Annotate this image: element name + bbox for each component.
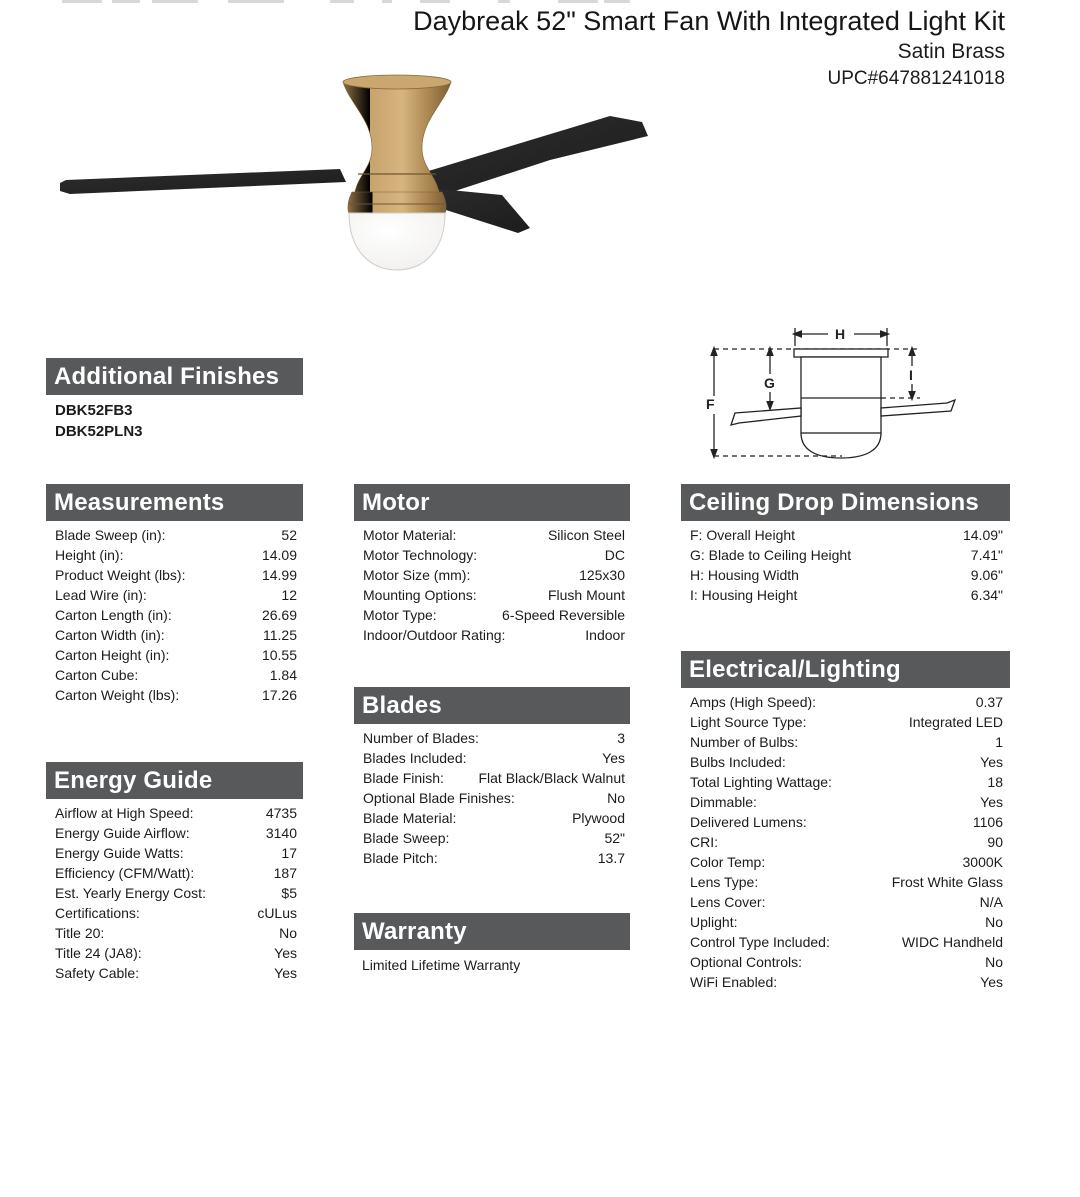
- spec-label: H: Housing Width: [690, 567, 799, 583]
- spec-label: G: Blade to Ceiling Height: [690, 547, 852, 563]
- section-warranty: [354, 913, 630, 974]
- spec-label: Carton Weight (lbs):: [55, 687, 180, 703]
- spec-label: Uplight:: [690, 914, 738, 930]
- spec-label: Carton Height (in):: [55, 647, 170, 663]
- spec-label: Lens Type:: [690, 874, 759, 890]
- spec-row: [46, 605, 303, 625]
- spec-value: Frost White Glass: [891, 874, 1003, 890]
- spec-value: Integrated LED: [908, 714, 1003, 730]
- spec-label: CRI:: [690, 834, 718, 850]
- spec-row: [46, 685, 303, 705]
- spec-label: Certifications:: [55, 905, 140, 921]
- spec-value: 12: [281, 587, 297, 603]
- spec-value: Flat Black/Black Walnut: [478, 770, 625, 786]
- spec-value: N/A: [979, 894, 1003, 910]
- energy-guide-rows: [46, 803, 303, 983]
- spec-label: Est. Yearly Energy Cost:: [55, 885, 206, 901]
- spec-row: [681, 752, 1010, 772]
- spec-value: 14.99: [261, 567, 297, 583]
- spec-value: 17: [281, 845, 297, 861]
- warranty-text: Limited Lifetime Warranty: [362, 957, 521, 973]
- spec-label: Efficiency (CFM/Watt):: [55, 865, 195, 881]
- spec-label: Motor Technology:: [363, 547, 478, 563]
- spec-label: Carton Length (in):: [55, 607, 172, 623]
- spec-row: [681, 852, 1010, 872]
- spec-label: Title 20:: [55, 925, 105, 941]
- spec-row: [46, 645, 303, 665]
- spec-value: Indoor: [585, 627, 625, 643]
- spec-row: [681, 565, 1010, 585]
- spec-row: [354, 625, 630, 645]
- spec-row: [681, 832, 1010, 852]
- spec-row: [681, 872, 1010, 892]
- spec-row: [354, 808, 630, 828]
- spec-value: 11.25: [263, 627, 297, 643]
- spec-value: 0.37: [975, 694, 1003, 710]
- section-header-warranty: Warranty: [354, 913, 630, 950]
- spec-label: Amps (High Speed):: [690, 694, 817, 710]
- spec-label: Lens Cover:: [690, 894, 766, 910]
- blades-rows: [354, 728, 630, 868]
- spec-value: 187: [273, 865, 297, 881]
- spec-row: [681, 812, 1010, 832]
- spec-label: WiFi Enabled:: [690, 974, 778, 990]
- spec-value: Yes: [980, 974, 1003, 990]
- spec-value: 125x30: [579, 567, 625, 583]
- diagram-label-h: H: [835, 326, 846, 342]
- spec-value: 7.41": [970, 547, 1003, 563]
- spec-row: [681, 732, 1010, 752]
- spec-row: [354, 565, 630, 585]
- spec-value: Yes: [602, 750, 625, 766]
- spec-label: Blades Included:: [363, 750, 467, 766]
- spec-label: I: Housing Height: [690, 587, 798, 603]
- spec-value: 6.34": [970, 587, 1003, 603]
- spec-label: Title 24 (JA8):: [55, 945, 142, 961]
- finish-list: [46, 400, 303, 442]
- section-header-electrical: Electrical/Lighting: [681, 651, 1010, 688]
- section-energy-guide: [46, 762, 303, 983]
- section-header-measurements: Measurements: [46, 484, 303, 521]
- spec-value: 1106: [972, 814, 1003, 830]
- spec-label: Motor Size (mm):: [363, 567, 471, 583]
- spec-label: Blade Finish:: [363, 770, 444, 786]
- spec-value: Plywood: [572, 810, 625, 826]
- spec-row: [681, 912, 1010, 932]
- spec-value: 10.55: [261, 647, 297, 663]
- spec-row: [354, 585, 630, 605]
- spec-value: 18: [987, 774, 1003, 790]
- spec-row: [46, 803, 303, 823]
- finish-item: DBK52FB3: [55, 402, 133, 419]
- spec-value: 3140: [265, 825, 297, 841]
- fan-housing-cap: [343, 75, 451, 89]
- section-additional-finishes: [46, 358, 303, 442]
- spec-value: Flush Mount: [547, 587, 625, 603]
- spec-row: [46, 943, 303, 963]
- spec-label: Motor Type:: [363, 607, 437, 623]
- measurements-rows: [46, 525, 303, 705]
- electrical-rows: [681, 692, 1010, 992]
- spec-row: [46, 923, 303, 943]
- spec-row: [681, 792, 1010, 812]
- spec-label: Lead Wire (in):: [55, 587, 147, 603]
- section-header-motor: Motor: [354, 484, 630, 521]
- spec-value: 52": [604, 830, 625, 846]
- spec-row: [354, 788, 630, 808]
- motor-rows: [354, 525, 630, 645]
- spec-label: Airflow at High Speed:: [55, 805, 194, 821]
- section-header-blades: Blades: [354, 687, 630, 724]
- spec-value: 1.84: [269, 667, 297, 683]
- spec-row: [681, 545, 1010, 565]
- spec-row: [354, 828, 630, 848]
- spec-value: 6-Speed Reversible: [502, 607, 625, 623]
- spec-label: Mounting Options:: [363, 587, 477, 603]
- spec-row: [681, 972, 1010, 992]
- spec-row: [46, 585, 303, 605]
- spec-value: DC: [604, 547, 625, 563]
- spec-value: Yes: [980, 754, 1003, 770]
- spec-label: Optional Blade Finishes:: [363, 790, 515, 806]
- section-header-ceiling-drop: Ceiling Drop Dimensions: [681, 484, 1010, 521]
- section-header-energy-guide: Energy Guide: [46, 762, 303, 799]
- spec-row: [46, 963, 303, 983]
- spec-label: Delivered Lumens:: [690, 814, 807, 830]
- spec-label: Indoor/Outdoor Rating:: [363, 627, 506, 643]
- spec-label: Product Weight (lbs):: [55, 567, 186, 583]
- spec-label: F: Overall Height: [690, 527, 796, 543]
- spec-value: 1: [995, 734, 1003, 750]
- spec-label: Blade Pitch:: [363, 850, 438, 866]
- spec-value: 26.69: [261, 607, 297, 623]
- spec-label: Blade Material:: [363, 810, 457, 826]
- spec-label: Motor Material:: [363, 527, 457, 543]
- section-ceiling-drop-dimensions: [681, 484, 1010, 605]
- product-finish: Satin Brass: [897, 40, 1005, 63]
- ceiling-drop-rows: [681, 525, 1010, 605]
- product-title: Daybreak 52" Smart Fan With Integrated Light Kit: [413, 6, 1005, 36]
- spec-value: Yes: [274, 945, 297, 961]
- spec-value: 4735: [265, 805, 297, 821]
- spec-label: Number of Blades:: [363, 730, 479, 746]
- section-measurements: [46, 484, 303, 705]
- fan-housing: [343, 82, 451, 202]
- spec-row: [681, 932, 1010, 952]
- ceiling-drop-diagram: [690, 320, 1020, 470]
- product-upc: UPC#647881241018: [827, 68, 1005, 89]
- spec-value: 14.09": [962, 527, 1003, 543]
- spec-value: 3: [617, 730, 625, 746]
- spec-label: Optional Controls:: [690, 954, 803, 970]
- spec-label: Safety Cable:: [55, 965, 140, 981]
- spec-label: Height (in):: [55, 547, 124, 563]
- spec-value: Silicon Steel: [547, 527, 625, 543]
- spec-row: [46, 665, 303, 685]
- spec-row: [681, 692, 1010, 712]
- spec-row: [46, 863, 303, 883]
- spec-value: 14.09: [261, 547, 297, 563]
- spec-row: [354, 525, 630, 545]
- fan-glass-globe: [349, 213, 445, 270]
- spec-value: Yes: [980, 794, 1003, 810]
- spec-row: [354, 605, 630, 625]
- diagram-label-i: I: [909, 367, 913, 383]
- spec-label: Bulbs Included:: [690, 754, 786, 770]
- spec-row: [46, 823, 303, 843]
- spec-row: [46, 545, 303, 565]
- section-blades: [354, 687, 630, 868]
- spec-label: Color Temp:: [690, 854, 766, 870]
- spec-row: [46, 903, 303, 923]
- spec-value: 17.26: [261, 687, 297, 703]
- spec-row: [681, 585, 1010, 605]
- spec-row: [354, 848, 630, 868]
- fan-light-rim: [348, 192, 446, 214]
- spec-value: No: [279, 925, 297, 941]
- spec-value: WIDC Handheld: [901, 934, 1003, 950]
- spec-value: $5: [281, 885, 297, 901]
- spec-row: [46, 843, 303, 863]
- spec-label: Blade Sweep:: [363, 830, 450, 846]
- section-electrical-lighting: [681, 651, 1010, 992]
- spec-row: [46, 565, 303, 585]
- fan-product-image: [50, 70, 650, 275]
- spec-label: Carton Width (in):: [55, 627, 165, 643]
- spec-label: Control Type Included:: [690, 934, 830, 950]
- spec-value: 13.7: [597, 850, 625, 866]
- spec-row: [681, 952, 1010, 972]
- spec-row: [681, 892, 1010, 912]
- section-motor: [354, 484, 630, 645]
- spec-row: [681, 712, 1010, 732]
- fan-blade-left: [60, 169, 346, 194]
- spec-label: Carton Cube:: [55, 667, 139, 683]
- spec-value: Yes: [274, 965, 297, 981]
- spec-value: No: [985, 954, 1003, 970]
- spec-value: 90: [987, 834, 1003, 850]
- spec-row: [354, 545, 630, 565]
- spec-value: 52: [281, 527, 297, 543]
- spec-label: Light Source Type:: [690, 714, 807, 730]
- spec-value: 9.06": [970, 567, 1003, 583]
- spec-label: Number of Bulbs:: [690, 734, 799, 750]
- spec-row: [681, 772, 1010, 792]
- spec-row: [46, 525, 303, 545]
- finish-item: DBK52PLN3: [55, 423, 143, 440]
- fan-blade-right-upper: [412, 116, 648, 192]
- spec-row: [354, 768, 630, 788]
- spec-label: Blade Sweep (in):: [55, 527, 166, 543]
- spec-label: Dimmable:: [690, 794, 757, 810]
- spec-label: Energy Guide Watts:: [55, 845, 184, 861]
- spec-value: No: [607, 790, 625, 806]
- spec-value: No: [985, 914, 1003, 930]
- spec-label: Energy Guide Airflow:: [55, 825, 190, 841]
- spec-row: [354, 728, 630, 748]
- spec-row: [46, 625, 303, 645]
- spec-label: Total Lighting Wattage:: [690, 774, 832, 790]
- spec-row: [681, 525, 1010, 545]
- spec-row: [354, 748, 630, 768]
- spec-row: [46, 883, 303, 903]
- spec-value: cULus: [257, 905, 297, 921]
- diagram-label-f: F: [706, 396, 715, 412]
- spec-value: 3000K: [962, 854, 1003, 870]
- diagram-label-g: G: [764, 375, 775, 391]
- section-header-additional-finishes: Additional Finishes: [46, 358, 303, 395]
